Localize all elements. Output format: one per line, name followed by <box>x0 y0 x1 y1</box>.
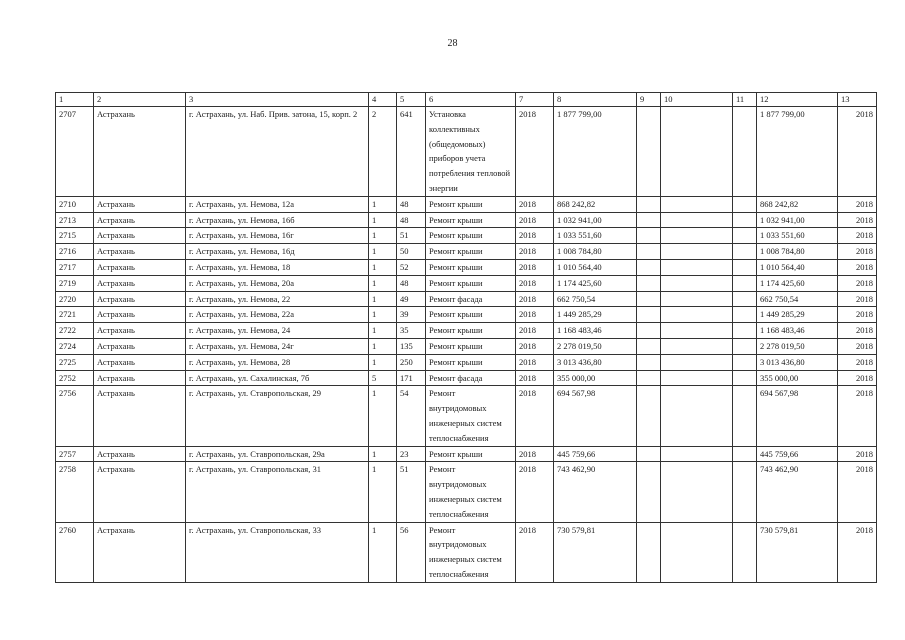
col11-cell <box>733 462 757 522</box>
total-cost-cell: 662 750,54 <box>554 291 637 307</box>
city-cell: Астрахань <box>94 259 186 275</box>
column-number-header: 3 <box>186 93 369 107</box>
col10-cell <box>661 446 733 462</box>
table-row <box>56 259 877 275</box>
page-number: 28 <box>447 38 458 49</box>
col12-cost-cell: 3 013 436,80 <box>757 354 838 370</box>
col10-cell <box>661 228 733 244</box>
col12-cost-cell: 694 567,98 <box>757 386 838 446</box>
col11-cell <box>733 386 757 446</box>
total-cost-cell: 1 010 564,40 <box>554 259 637 275</box>
column-number-header: 4 <box>369 93 397 107</box>
col10-cell <box>661 386 733 446</box>
row-id-cell: 2720 <box>56 291 94 307</box>
col10-cell <box>661 307 733 323</box>
col10-cell <box>661 291 733 307</box>
year-cell: 2018 <box>516 291 554 307</box>
table-row <box>56 354 877 370</box>
column-number-header: 6 <box>426 93 516 107</box>
col10-cell <box>661 196 733 212</box>
col11-cell <box>733 259 757 275</box>
col9-cell <box>637 307 661 323</box>
col10-cell <box>661 338 733 354</box>
col12-cost-cell: 1 449 285,29 <box>757 307 838 323</box>
col11-cell <box>733 107 757 197</box>
col11-cell <box>733 291 757 307</box>
table-row <box>56 522 877 582</box>
col13-year-cell: 2018 <box>838 244 877 260</box>
units-cell: 135 <box>397 338 426 354</box>
table-row <box>56 107 877 197</box>
work-type-cell: Ремонт крыши <box>426 196 516 212</box>
work-type-cell: Ремонт внутридомовых инженерных систем теплоснабжения <box>426 522 516 582</box>
units-cell: 250 <box>397 354 426 370</box>
year-cell: 2018 <box>516 323 554 339</box>
table-row <box>56 386 877 446</box>
col9-cell <box>637 196 661 212</box>
city-cell: Астрахань <box>94 370 186 386</box>
count-cell: 1 <box>369 522 397 582</box>
row-id-cell: 2724 <box>56 338 94 354</box>
address-cell: г. Астрахань, ул. Немова, 12а <box>186 196 369 212</box>
column-number-header: 13 <box>838 93 877 107</box>
table-body <box>56 93 877 583</box>
col11-cell <box>733 370 757 386</box>
col9-cell <box>637 275 661 291</box>
col11-cell <box>733 196 757 212</box>
column-number-header: 12 <box>757 93 838 107</box>
year-cell: 2018 <box>516 354 554 370</box>
col13-year-cell: 2018 <box>838 275 877 291</box>
column-number-header: 10 <box>661 93 733 107</box>
total-cost-cell: 1 168 483,46 <box>554 323 637 339</box>
total-cost-cell: 1 032 941,00 <box>554 212 637 228</box>
register-table <box>55 92 877 583</box>
col13-year-cell: 2018 <box>838 386 877 446</box>
year-cell: 2018 <box>516 307 554 323</box>
col11-cell <box>733 522 757 582</box>
year-cell: 2018 <box>516 446 554 462</box>
column-number-header: 1 <box>56 93 94 107</box>
table-row <box>56 228 877 244</box>
col9-cell <box>637 354 661 370</box>
city-cell: Астрахань <box>94 323 186 339</box>
city-cell: Астрахань <box>94 446 186 462</box>
col10-cell <box>661 354 733 370</box>
total-cost-cell: 743 462,90 <box>554 462 637 522</box>
units-cell: 48 <box>397 275 426 291</box>
col13-year-cell: 2018 <box>838 212 877 228</box>
total-cost-cell: 1 008 784,80 <box>554 244 637 260</box>
year-cell: 2018 <box>516 370 554 386</box>
address-cell: г. Астрахань, ул. Немова, 22 <box>186 291 369 307</box>
units-cell: 39 <box>397 307 426 323</box>
work-type-cell: Ремонт крыши <box>426 259 516 275</box>
city-cell: Астрахань <box>94 291 186 307</box>
city-cell: Астрахань <box>94 386 186 446</box>
col12-cost-cell: 2 278 019,50 <box>757 338 838 354</box>
col13-year-cell: 2018 <box>838 522 877 582</box>
row-id-cell: 2756 <box>56 386 94 446</box>
city-cell: Астрахань <box>94 228 186 244</box>
year-cell: 2018 <box>516 462 554 522</box>
col10-cell <box>661 275 733 291</box>
col11-cell <box>733 338 757 354</box>
row-id-cell: 2717 <box>56 259 94 275</box>
col11-cell <box>733 307 757 323</box>
col12-cost-cell: 445 759,66 <box>757 446 838 462</box>
col13-year-cell: 2018 <box>838 107 877 197</box>
col12-cost-cell: 355 000,00 <box>757 370 838 386</box>
year-cell: 2018 <box>516 275 554 291</box>
column-number-header: 2 <box>94 93 186 107</box>
table-row <box>56 212 877 228</box>
col9-cell <box>637 522 661 582</box>
col13-year-cell: 2018 <box>838 370 877 386</box>
row-id-cell: 2707 <box>56 107 94 197</box>
count-cell: 1 <box>369 244 397 260</box>
count-cell: 1 <box>369 338 397 354</box>
address-cell: г. Астрахань, ул. Немова, 16б <box>186 212 369 228</box>
count-cell: 1 <box>369 275 397 291</box>
col11-cell <box>733 212 757 228</box>
col12-cost-cell: 662 750,54 <box>757 291 838 307</box>
total-cost-cell: 1 033 551,60 <box>554 228 637 244</box>
units-cell: 49 <box>397 291 426 307</box>
address-cell: г. Астрахань, ул. Ставропольская, 29 <box>186 386 369 446</box>
col13-year-cell: 2018 <box>838 323 877 339</box>
work-type-cell: Ремонт крыши <box>426 275 516 291</box>
total-cost-cell: 445 759,66 <box>554 446 637 462</box>
col13-year-cell: 2018 <box>838 338 877 354</box>
count-cell: 1 <box>369 323 397 339</box>
address-cell: г. Астрахань, ул. Немова, 28 <box>186 354 369 370</box>
city-cell: Астрахань <box>94 462 186 522</box>
count-cell: 1 <box>369 462 397 522</box>
units-cell: 23 <box>397 446 426 462</box>
column-number-header: 7 <box>516 93 554 107</box>
column-number-header: 9 <box>637 93 661 107</box>
col13-year-cell: 2018 <box>838 446 877 462</box>
col13-year-cell: 2018 <box>838 307 877 323</box>
year-cell: 2018 <box>516 338 554 354</box>
row-id-cell: 2713 <box>56 212 94 228</box>
row-id-cell: 2710 <box>56 196 94 212</box>
address-cell: г. Астрахань, ул. Немова, 20а <box>186 275 369 291</box>
work-type-cell: Ремонт крыши <box>426 228 516 244</box>
address-cell: г. Астрахань, ул. Немова, 24 <box>186 323 369 339</box>
units-cell: 54 <box>397 386 426 446</box>
col10-cell <box>661 522 733 582</box>
count-cell: 1 <box>369 196 397 212</box>
row-id-cell: 2715 <box>56 228 94 244</box>
address-cell: г. Астрахань, ул. Немова, 16г <box>186 228 369 244</box>
col11-cell <box>733 323 757 339</box>
col12-cost-cell: 730 579,81 <box>757 522 838 582</box>
year-cell: 2018 <box>516 386 554 446</box>
year-cell: 2018 <box>516 228 554 244</box>
row-id-cell: 2757 <box>56 446 94 462</box>
table-row <box>56 323 877 339</box>
work-type-cell: Ремонт крыши <box>426 323 516 339</box>
col10-cell <box>661 107 733 197</box>
work-type-cell: Ремонт крыши <box>426 307 516 323</box>
units-cell: 52 <box>397 259 426 275</box>
col13-year-cell: 2018 <box>838 259 877 275</box>
count-cell: 1 <box>369 354 397 370</box>
col9-cell <box>637 291 661 307</box>
year-cell: 2018 <box>516 259 554 275</box>
col11-cell <box>733 354 757 370</box>
work-type-cell: Ремонт крыши <box>426 244 516 260</box>
units-cell: 641 <box>397 107 426 197</box>
address-cell: г. Астрахань, ул. Немова, 22а <box>186 307 369 323</box>
col9-cell <box>637 107 661 197</box>
col13-year-cell: 2018 <box>838 196 877 212</box>
col9-cell <box>637 259 661 275</box>
work-type-cell: Ремонт фасада <box>426 291 516 307</box>
col11-cell <box>733 446 757 462</box>
city-cell: Астрахань <box>94 307 186 323</box>
table-row <box>56 196 877 212</box>
address-cell: г. Астрахань, ул. Ставропольская, 31 <box>186 462 369 522</box>
count-cell: 1 <box>369 259 397 275</box>
table-row <box>56 338 877 354</box>
count-cell: 1 <box>369 212 397 228</box>
total-cost-cell: 1 174 425,60 <box>554 275 637 291</box>
units-cell: 51 <box>397 228 426 244</box>
units-cell: 35 <box>397 323 426 339</box>
units-cell: 48 <box>397 212 426 228</box>
col11-cell <box>733 244 757 260</box>
col9-cell <box>637 212 661 228</box>
column-number-header: 8 <box>554 93 637 107</box>
city-cell: Астрахань <box>94 338 186 354</box>
year-cell: 2018 <box>516 522 554 582</box>
col9-cell <box>637 228 661 244</box>
address-cell: г. Астрахань, ул. Ставропольская, 33 <box>186 522 369 582</box>
col9-cell <box>637 244 661 260</box>
col10-cell <box>661 244 733 260</box>
table-row <box>56 446 877 462</box>
table-row <box>56 291 877 307</box>
column-number-header: 11 <box>733 93 757 107</box>
count-cell: 2 <box>369 107 397 197</box>
col12-cost-cell: 1 008 784,80 <box>757 244 838 260</box>
work-type-cell: Ремонт крыши <box>426 446 516 462</box>
col10-cell <box>661 259 733 275</box>
city-cell: Астрахань <box>94 196 186 212</box>
count-cell: 5 <box>369 370 397 386</box>
work-type-cell: Ремонт внутридомовых инженерных систем теплоснабжения <box>426 386 516 446</box>
col10-cell <box>661 462 733 522</box>
col9-cell <box>637 323 661 339</box>
address-cell: г. Астрахань, ул. Немова, 24г <box>186 338 369 354</box>
col12-cost-cell: 1 168 483,46 <box>757 323 838 339</box>
count-cell: 1 <box>369 291 397 307</box>
count-cell: 1 <box>369 446 397 462</box>
work-type-cell: Ремонт крыши <box>426 338 516 354</box>
col12-cost-cell: 1 032 941,00 <box>757 212 838 228</box>
units-cell: 51 <box>397 462 426 522</box>
col13-year-cell: 2018 <box>838 291 877 307</box>
total-cost-cell: 1 877 799,00 <box>554 107 637 197</box>
city-cell: Астрахань <box>94 275 186 291</box>
total-cost-cell: 730 579,81 <box>554 522 637 582</box>
col9-cell <box>637 370 661 386</box>
address-cell: г. Астрахань, ул. Немова, 18 <box>186 259 369 275</box>
work-type-cell: Ремонт крыши <box>426 354 516 370</box>
total-cost-cell: 355 000,00 <box>554 370 637 386</box>
col9-cell <box>637 462 661 522</box>
col12-cost-cell: 1 174 425,60 <box>757 275 838 291</box>
total-cost-cell: 868 242,82 <box>554 196 637 212</box>
header-row <box>56 93 877 107</box>
year-cell: 2018 <box>516 196 554 212</box>
total-cost-cell: 2 278 019,50 <box>554 338 637 354</box>
col9-cell <box>637 446 661 462</box>
row-id-cell: 2722 <box>56 323 94 339</box>
units-cell: 56 <box>397 522 426 582</box>
count-cell: 1 <box>369 307 397 323</box>
count-cell: 1 <box>369 228 397 244</box>
work-type-cell: Установка коллективных (общедомовых) приборов учета потребления тепловой энергии <box>426 107 516 197</box>
col12-cost-cell: 1 033 551,60 <box>757 228 838 244</box>
year-cell: 2018 <box>516 107 554 197</box>
city-cell: Астрахань <box>94 212 186 228</box>
row-id-cell: 2760 <box>56 522 94 582</box>
table-row <box>56 462 877 522</box>
col13-year-cell: 2018 <box>838 462 877 522</box>
work-type-cell: Ремонт внутридомовых инженерных систем теплоснабжения <box>426 462 516 522</box>
table-row <box>56 370 877 386</box>
column-number-header: 5 <box>397 93 426 107</box>
col9-cell <box>637 386 661 446</box>
col13-year-cell: 2018 <box>838 354 877 370</box>
row-id-cell: 2758 <box>56 462 94 522</box>
row-id-cell: 2752 <box>56 370 94 386</box>
row-id-cell: 2719 <box>56 275 94 291</box>
table-row <box>56 275 877 291</box>
col12-cost-cell: 1 010 564,40 <box>757 259 838 275</box>
col12-cost-cell: 868 242,82 <box>757 196 838 212</box>
units-cell: 50 <box>397 244 426 260</box>
work-type-cell: Ремонт фасада <box>426 370 516 386</box>
total-cost-cell: 3 013 436,80 <box>554 354 637 370</box>
address-cell: г. Астрахань, ул. Сахалинская, 7б <box>186 370 369 386</box>
col11-cell <box>733 275 757 291</box>
count-cell: 1 <box>369 386 397 446</box>
table-row <box>56 307 877 323</box>
city-cell: Астрахань <box>94 244 186 260</box>
col10-cell <box>661 212 733 228</box>
row-id-cell: 2725 <box>56 354 94 370</box>
col10-cell <box>661 370 733 386</box>
city-cell: Астрахань <box>94 354 186 370</box>
address-cell: г. Астрахань, ул. Наб. Прив. затона, 15, корп. 2 <box>186 107 369 197</box>
col12-cost-cell: 743 462,90 <box>757 462 838 522</box>
total-cost-cell: 694 567,98 <box>554 386 637 446</box>
year-cell: 2018 <box>516 244 554 260</box>
work-type-cell: Ремонт крыши <box>426 212 516 228</box>
address-cell: г. Астрахань, ул. Немова, 16д <box>186 244 369 260</box>
units-cell: 48 <box>397 196 426 212</box>
col12-cost-cell: 1 877 799,00 <box>757 107 838 197</box>
city-cell: Астрахань <box>94 522 186 582</box>
row-id-cell: 2716 <box>56 244 94 260</box>
col9-cell <box>637 338 661 354</box>
total-cost-cell: 1 449 285,29 <box>554 307 637 323</box>
table-row <box>56 244 877 260</box>
col11-cell <box>733 228 757 244</box>
row-id-cell: 2721 <box>56 307 94 323</box>
col13-year-cell: 2018 <box>838 228 877 244</box>
city-cell: Астрахань <box>94 107 186 197</box>
year-cell: 2018 <box>516 212 554 228</box>
col10-cell <box>661 323 733 339</box>
address-cell: г. Астрахань, ул. Ставропольская, 29а <box>186 446 369 462</box>
units-cell: 171 <box>397 370 426 386</box>
